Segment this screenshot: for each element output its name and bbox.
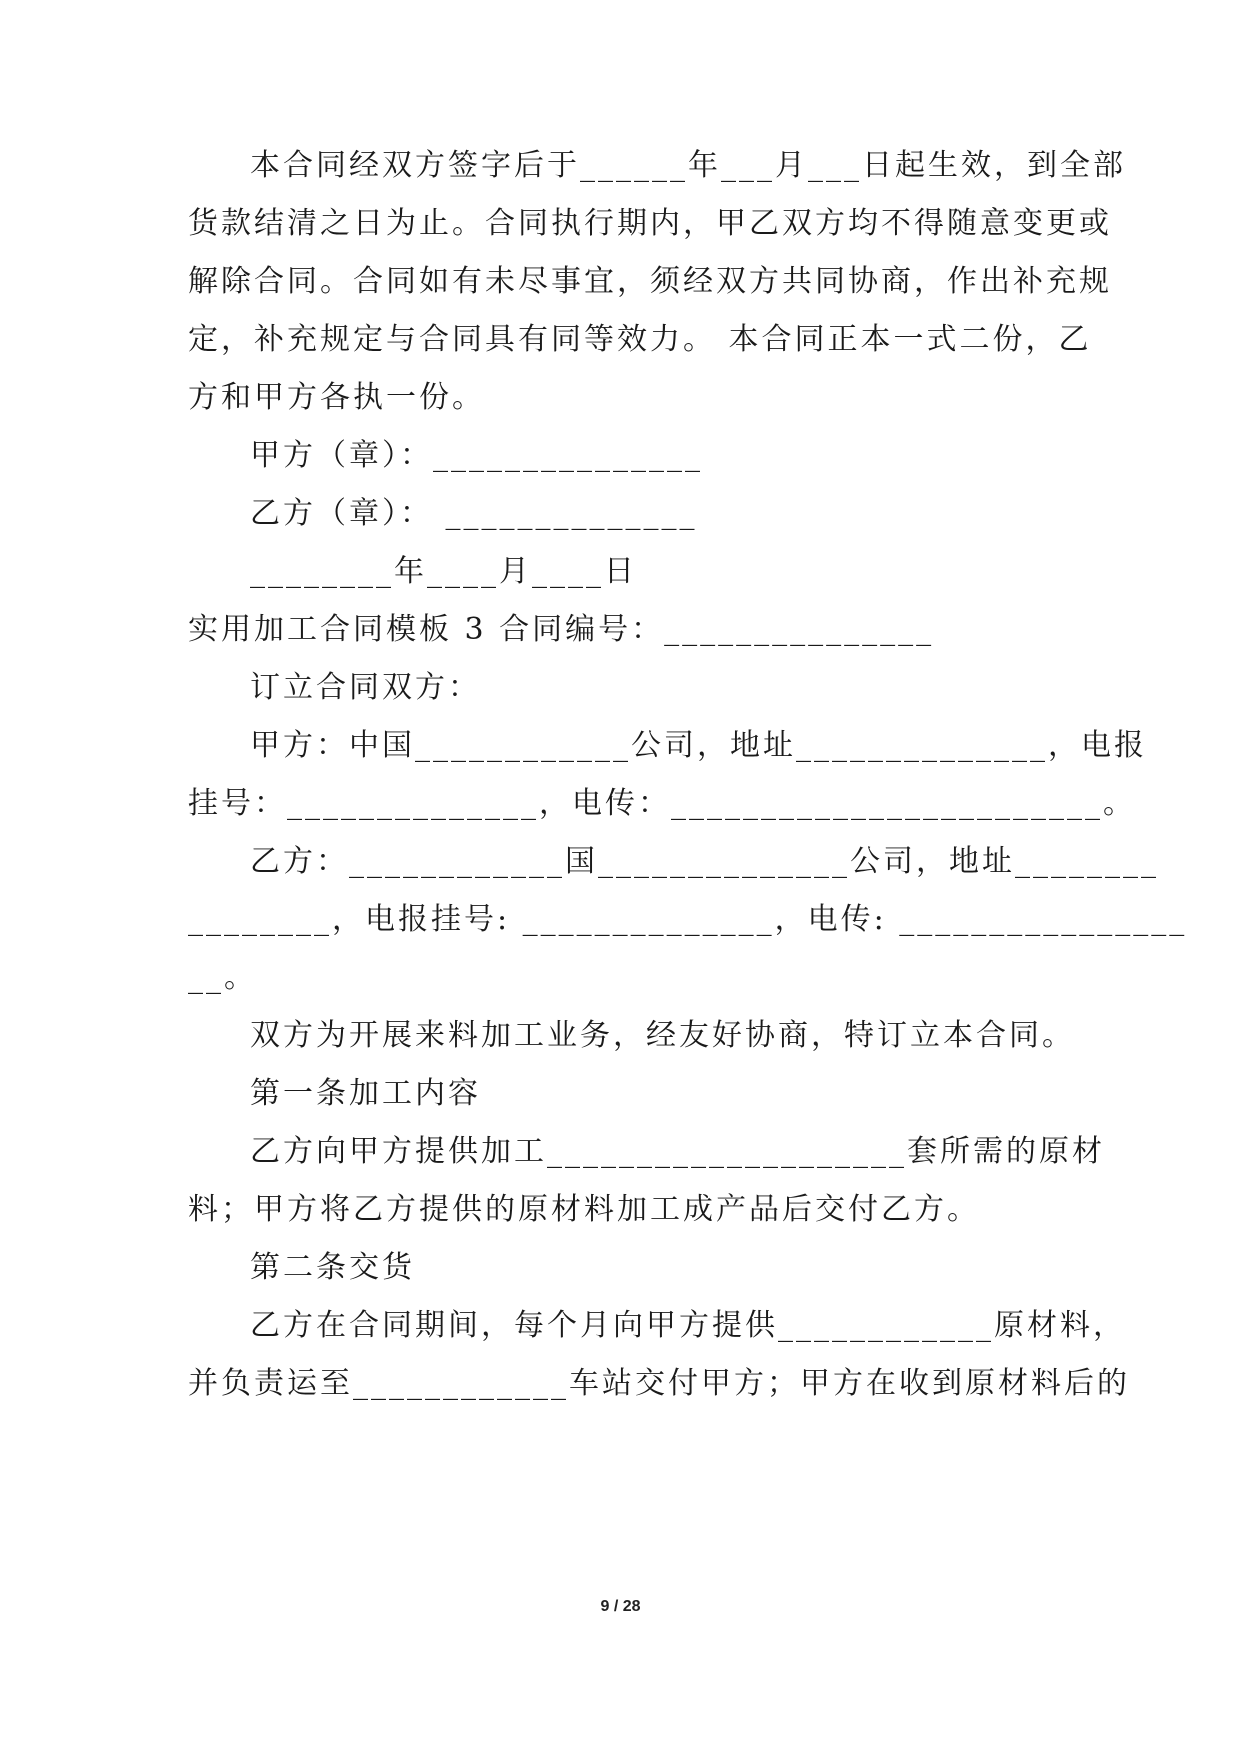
paragraph-line: 乙方：____________国______________公司，地址________ <box>250 844 1159 879</box>
paragraph-line: 定，补充规定与合同具有同等效力。 本合同正本一式二份，乙 <box>188 322 1092 357</box>
paragraph-line: 解除合同。合同如有未尽事宜，须经双方共同协商，作出补充规 <box>188 264 1112 299</box>
article-heading: 第一条加工内容 <box>250 1076 481 1111</box>
paragraph-line: 双方为开展来料加工业务，经友好协商，特订立本合同。 <box>250 1018 1075 1053</box>
party-a-seal-line: 甲方（章）：_______________ <box>250 438 703 473</box>
paragraph-line: __。 <box>188 960 257 995</box>
paragraph-line: 甲方：中国____________公司，地址______________，电报 <box>250 728 1147 763</box>
article-heading: 第二条交货 <box>250 1250 415 1285</box>
section-title: 实用加工合同模板 3 合同编号：_______________ <box>188 612 935 647</box>
paragraph-line: 订立合同双方： <box>250 670 481 705</box>
party-b-seal-line: 乙方（章）： ______________ <box>250 496 698 531</box>
paragraph-line: ________，电报挂号: ______________，电传: ________________ <box>188 902 1188 937</box>
paragraph-line: 并负责运至____________车站交付甲方；甲方在收到原材料后的 <box>188 1366 1130 1401</box>
paragraph-line: 乙方向甲方提供加工____________________套所需的原材 <box>250 1134 1105 1169</box>
paragraph-line: 本合同经双方签字后于______年___月___日起生效，到全部 <box>250 148 1126 183</box>
paragraph-line: 方和甲方各执一份。 <box>188 380 485 415</box>
paragraph-line: 料；甲方将乙方提供的原材料加工成产品后交付乙方。 <box>188 1192 980 1227</box>
page-number: 9 / 28 <box>600 1598 641 1615</box>
date-line: ________年____月____日 <box>250 554 637 589</box>
paragraph-line: 乙方在合同期间，每个月向甲方提供____________原材料， <box>250 1308 1126 1343</box>
paragraph-line: 挂号：______________，电传：________________________。 <box>188 786 1136 821</box>
paragraph-line: 货款结清之日为止。合同执行期内，甲乙双方均不得随意变更或 <box>188 206 1112 241</box>
